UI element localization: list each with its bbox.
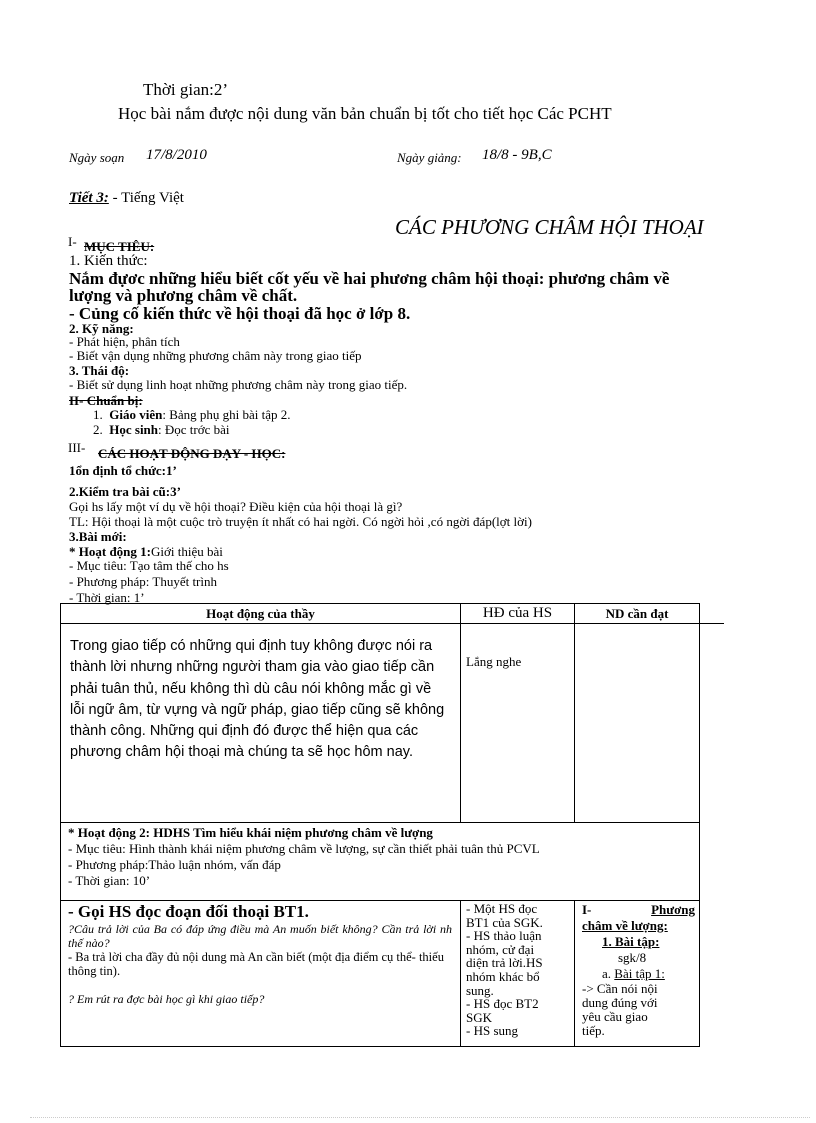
skills-label: 2. Kỹ năng:	[69, 321, 134, 336]
prep-student-label: Học sinh	[109, 422, 159, 437]
act1-method: - Phương pháp: Thuyết trình	[69, 574, 218, 589]
student-activity-line: diện trả lời.HS	[466, 955, 543, 971]
content-result-line: -> Cần nói nội	[582, 981, 658, 996]
content-result-line: dung đúng với	[582, 995, 658, 1010]
prep-teacher-label: Giáo viên	[109, 407, 163, 422]
content-ex-a-text: Bài tập 1:	[614, 966, 665, 981]
content-heading-num: I-	[582, 902, 592, 917]
skills-2: - Biết vận dụng những phương châm này trong giao tiếp	[69, 348, 362, 363]
attitude-1: - Biết sử dụng linh hoạt những phương châm này trong giao tiếp.	[69, 377, 408, 392]
header-rule-extension	[700, 623, 724, 624]
page-footer-rule	[30, 1117, 810, 1118]
activities-heading: CÁC HOẠT ĐỘNG DẠY - HỌC:	[98, 446, 286, 461]
col-teacher-label: Hoạt động của thầy	[206, 606, 315, 621]
student-activity-line: BT1 của SGK.	[466, 914, 543, 930]
intro-student-cell	[461, 624, 575, 823]
student-activity-line: nhóm khác bổ	[466, 968, 540, 984]
teach-date-label: Ngày giảng:	[397, 150, 462, 165]
student-activity-line: - Một HS đọc	[466, 901, 538, 916]
act2-title: * Hoạt động 2: HDHS Tìm hiểu khái niệm phương châm về lượng	[68, 825, 433, 840]
student-activity-line: - HS đọc BT2	[466, 996, 539, 1012]
check-answer: TL: Hội thoại là một cuộc trò truyện ít nhất có hai ngời. Có ngời hỏi ,có ngời đáp(lợt lời)	[69, 514, 532, 529]
activities-num: III-	[68, 440, 86, 455]
act2-time: - Thời gian: 10’	[68, 873, 151, 888]
content-heading-row	[575, 901, 699, 918]
knowledge-line2: lượng và phương châm về chất.	[69, 286, 298, 305]
stabilize: 1ổn định tổ chức:1’	[69, 463, 177, 478]
student-activity-line: SGK	[466, 1009, 493, 1025]
content-ex-a	[575, 966, 699, 982]
knowledge-line1: Nắm đựơc những hiểu biết cốt yếu về hai phương châm hội thoại: phương châm về	[69, 269, 670, 288]
new-lesson: 3.Bài mới:	[69, 529, 127, 544]
act1-label: * Hoạt động 1:	[69, 544, 151, 559]
act1-time: - Thời gian: 1’	[69, 590, 145, 605]
content-heading: Phương	[651, 902, 695, 917]
intro-text: Trong giao tiếp có những qui định tuy không được nói ra thành lời nhưng những người tham gia vào giao tiếp cần phải tuân thủ, nếu không thì dù câu nói không mắc gì về lỗi ngữ âm, từ vựng và ngữ pháp, giao tiếp cũng sẽ không thành công. Những qui định đó được thể hiện qua các phương châm hội thoại mà chúng ta sẽ học hôm nay.	[70, 638, 445, 761]
col-student-label: HĐ của HS	[482, 605, 553, 621]
intro-student: Lắng nghe	[466, 654, 522, 669]
bt1-title: - Gọi HS đọc đoạn đối thoại BT1.	[68, 902, 309, 921]
prep-student: 2. Học sinh: Đọc trớc bài	[93, 422, 230, 437]
homework-note: Học bài nắm được nội dung văn bản chuẩn bị tốt cho tiết học Các PCHT	[118, 104, 612, 123]
col-content-header	[575, 604, 700, 624]
bt1-answer: - Ba trả lời cha đầy đủ nội dung mà An cần biết (một địa điểm cụ thể- thiếu thông tin).	[68, 950, 444, 978]
act1-text: Giới thiệu bài	[150, 544, 223, 559]
lesson-label: Tiết 3:	[69, 190, 109, 206]
check-question: Gọi hs lấy một ví dụ về hội thoại? Điều kiện của hội thoại là gì?	[69, 499, 403, 514]
content-ex-label	[575, 934, 699, 950]
knowledge-label: 1. Kiến thức:	[69, 253, 148, 269]
preparation-heading: II- Chuẩn bị:	[69, 393, 143, 408]
act2-method: - Phương pháp:Thảo luận nhóm, vấn đáp	[68, 857, 281, 872]
student-activity-line: - HS sung	[466, 1023, 519, 1039]
col-student-header	[461, 604, 575, 624]
exercise-table	[60, 900, 700, 1047]
activity-table	[60, 603, 700, 901]
bt1-question: ?Câu trả lời của Ba có đáp ứng điều mà An muốn biết không? Cần trả lời nh thế nào?	[68, 922, 452, 950]
lesson-line	[69, 190, 184, 207]
content-result-line: tiếp.	[582, 1023, 605, 1038]
content-result-list	[575, 982, 699, 1038]
objectives-num: I-	[68, 234, 77, 249]
skills-1: - Phát hiện, phân tích	[69, 334, 180, 349]
student-activity-line: sung.	[466, 982, 494, 998]
act1-goal: - Mục tiêu: Tạo tâm thế cho hs	[69, 558, 229, 573]
prep-teacher: 1. Giáo viên: Bảng phụ ghi bài tập 2.	[93, 407, 291, 422]
attitude-label: 3. Thái độ:	[69, 363, 130, 378]
exercise-student-cell	[461, 901, 575, 1047]
student-activity-line: - HS thảo luận	[466, 928, 542, 944]
prep-teacher-text: : Bảng phụ ghi bài tập 2.	[162, 407, 291, 422]
act2-cell	[61, 823, 700, 901]
prep-date-label: Ngày soạn	[69, 150, 125, 165]
content-ex-a-num: a.	[602, 966, 615, 981]
intro-cell	[61, 624, 461, 823]
prep-date-value: 17/8/2010	[146, 147, 207, 163]
prep-student-text: : Đọc trớc bài	[158, 422, 230, 437]
act2-goal: - Mục tiêu: Hình thành khái niệm phương châm về lượng, sự cần thiết phải tuân thủ PCVL	[68, 841, 540, 856]
content-result-line: yêu cầu giao	[582, 1009, 648, 1024]
student-activity-list	[461, 901, 574, 1038]
lesson-subject: - Tiếng Việt	[108, 190, 184, 206]
exercise-content-cell	[575, 901, 700, 1047]
lesson-title: CÁC PHƯƠNG CHÂM HỘI THOẠI	[395, 215, 704, 239]
col-content-label: ND cần đạt	[605, 606, 669, 621]
col-teacher-header	[61, 604, 461, 624]
content-heading2: châm về lượng:	[582, 918, 668, 933]
content-ex-label-text: 1. Bài tập:	[602, 934, 660, 949]
intro-content-cell	[575, 624, 700, 823]
knowledge-line3: - Củng cố kiến thức về hội thoại đã học ở lớp 8.	[69, 304, 411, 323]
student-activity-line: nhóm, cử đại	[466, 941, 535, 957]
content-sgk: sgk/8	[618, 950, 647, 965]
objectives-heading: MỤC TIÊU:	[84, 239, 155, 254]
bt1-question2: ? Em rút ra đợc bài học gì khi giao tiếp?	[68, 992, 265, 1006]
lesson-time: Thời gian:2’	[143, 80, 228, 99]
exercise-teacher-cell	[61, 901, 461, 1047]
check-label: 2.Kiểm tra bài cũ:3’	[69, 484, 181, 499]
stabilize-text: ổn định tổ chức:1’	[75, 463, 177, 478]
teach-date-value: 18/8 - 9B,C	[482, 147, 552, 163]
